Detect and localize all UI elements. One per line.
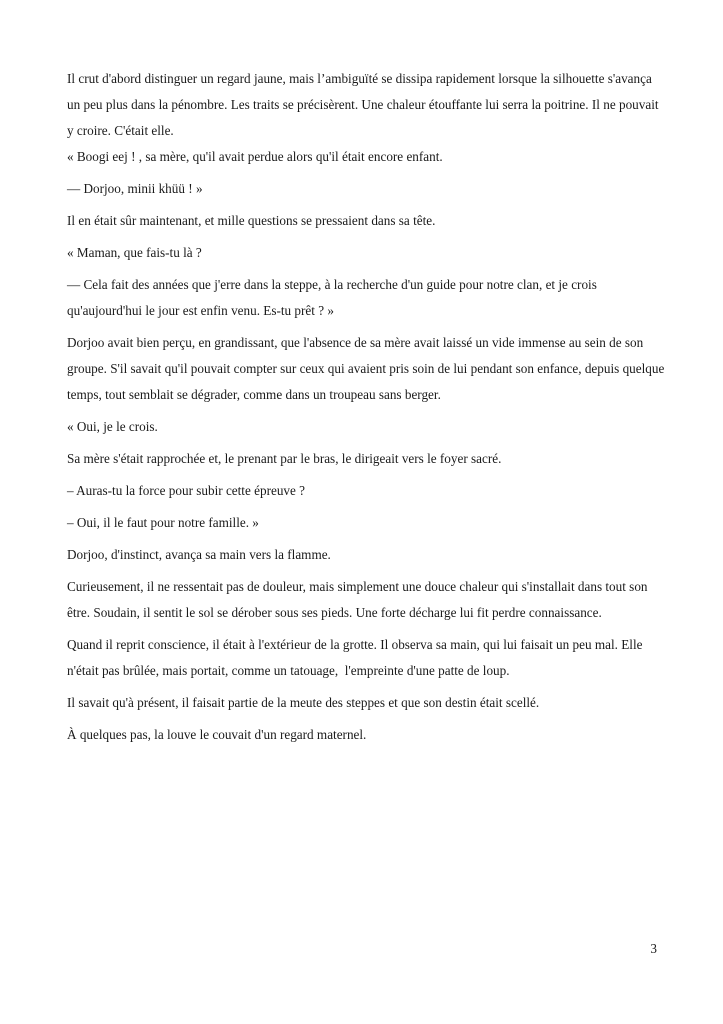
paragraph: – Auras-tu la force pour subir cette épreuve ? <box>67 483 306 498</box>
body-text <box>67 66 667 754</box>
paragraph: Sa mère s'était rapprochée et, le prenant par le bras, le dirigeait vers le foyer sacré. <box>67 451 502 466</box>
paragraph: Il crut d'abord distinguer un regard jaune, mais l’ambiguïté se dissipa rapidement lorsque la silhouette s'avança un peu plus dans la pénombre. Les traits se précisèrent. Une chaleur étouffante lui serra la poitrine. Il ne pouvait y croire. C'était elle. <box>67 71 662 138</box>
paragraph: Curieusement, il ne ressentait pas de douleur, mais simplement une douce chaleur qui s'installait dans tout son être. Soudain, il sentit le sol se dérober sous ses pieds. Une forte décharge lui fit perdre connaissance. <box>67 579 651 620</box>
paragraph: Dorjoo, d'instinct, avança sa main vers la flamme. <box>67 547 331 562</box>
paragraph: — Cela fait des années que j'erre dans la steppe, à la recherche d'un guide pour notre clan, et je crois qu'aujourd'hui le jour est enfin venu. Es-tu prêt ? » <box>67 277 601 318</box>
paragraph: « Oui, je le crois. <box>67 419 158 434</box>
paragraph: « Maman, que fais-tu là ? <box>67 245 202 260</box>
paragraph: – Oui, il le faut pour notre famille. » <box>67 515 259 530</box>
paragraph: Il en était sûr maintenant, et mille questions se pressaient dans sa tête. <box>67 213 436 228</box>
paragraph: Quand il reprit conscience, il était à l'extérieur de la grotte. Il observa sa main, qui lui faisait un peu mal. Elle n'était pas brûlée, mais portait, comme un tatouage, l'empreinte d'une patte de loup. <box>67 637 646 678</box>
paragraph: « Boogi eej ! , sa mère, qu'il avait perdue alors qu'il était encore enfant. <box>67 149 443 164</box>
paragraph: Il savait qu'à présent, il faisait partie de la meute des steppes et que son destin était scellé. <box>67 695 540 710</box>
paragraph: À quelques pas, la louve le couvait d'un regard maternel. <box>67 727 367 742</box>
paragraph: Dorjoo avait bien perçu, en grandissant, que l'absence de sa mère avait laissé un vide immense au sein de son groupe. S'il savait qu'il pouvait compter sur ceux qui avaient pris soin de lui pendant son enfance, depuis quelque temps, tout semblait se dégrader, comme dans un troupeau sans berger. <box>67 335 668 402</box>
page-number: 3 <box>650 941 657 956</box>
paragraph: — Dorjoo, minii khüü ! » <box>67 181 203 196</box>
